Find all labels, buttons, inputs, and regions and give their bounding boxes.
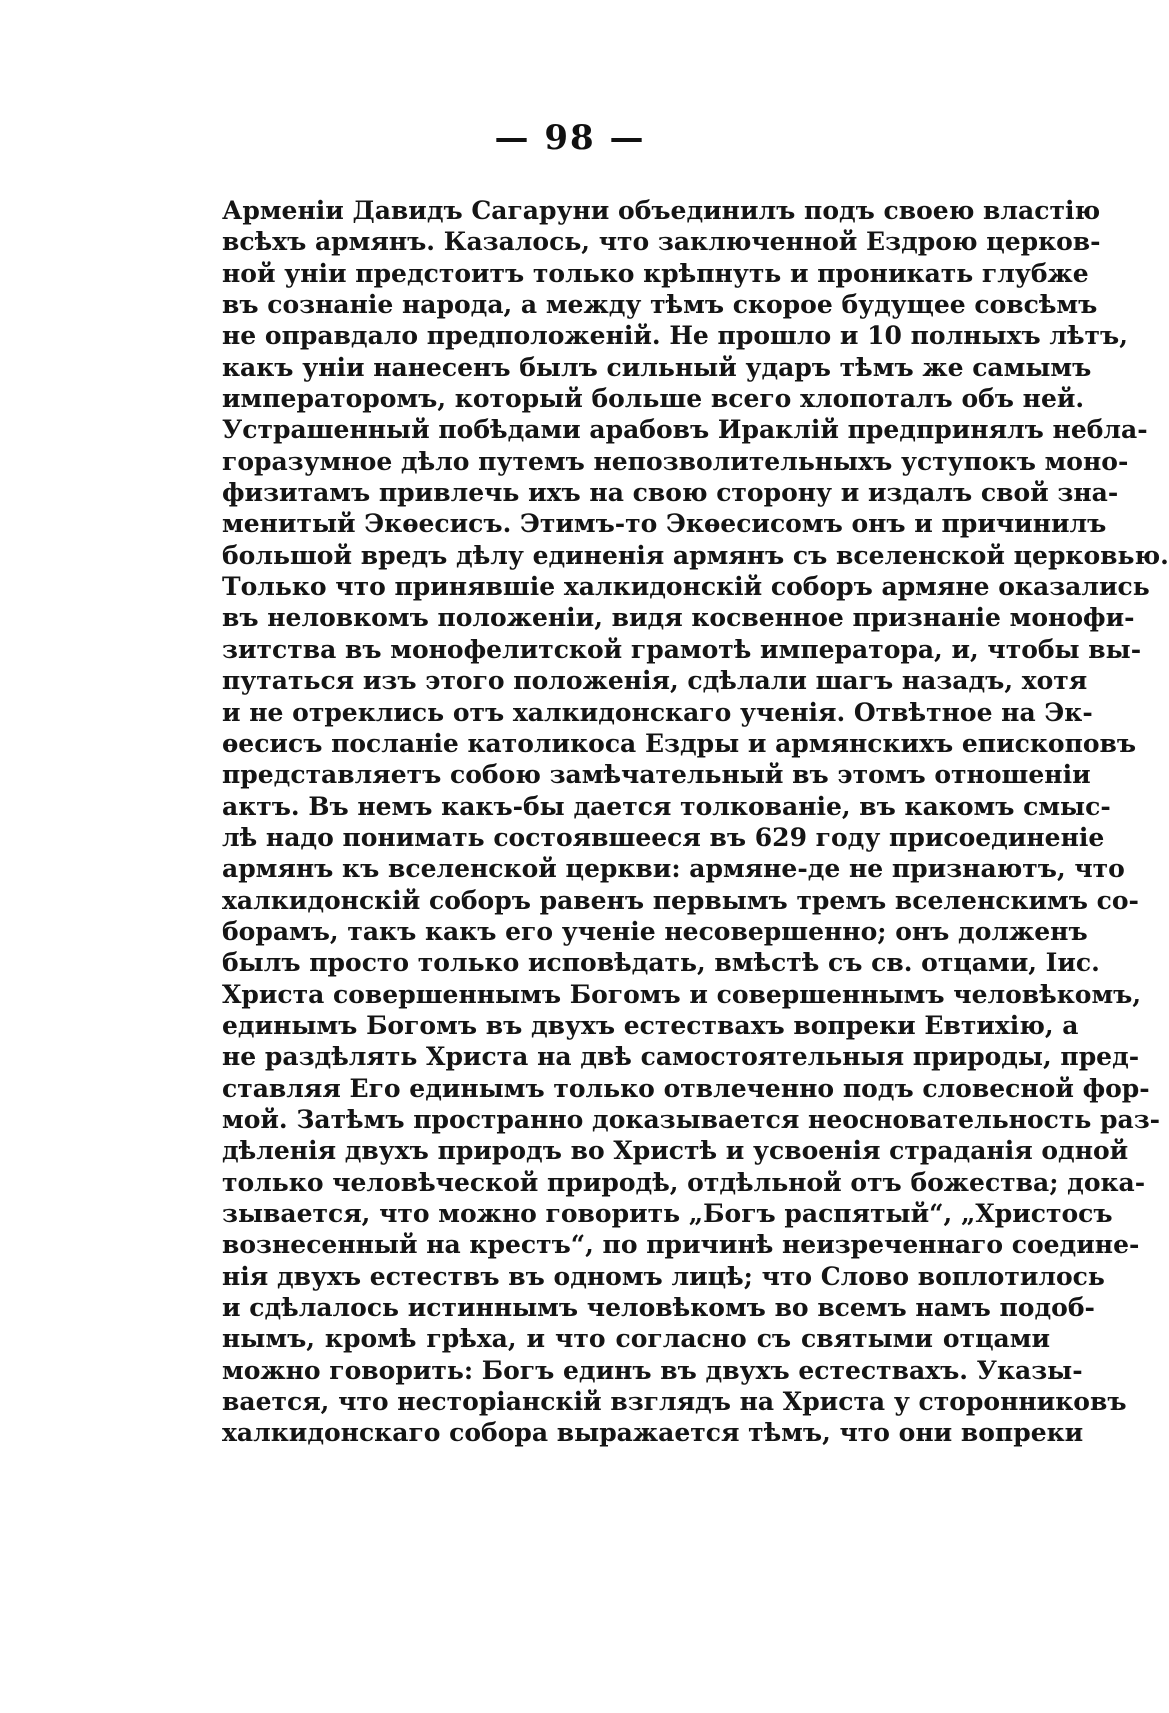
text-line: халкидонскій соборъ равенъ первымъ тремъ вселенскимъ со- bbox=[222, 885, 1139, 915]
text-line: и не отреклись отъ халкидонскаго ученія. Отвѣтное на Эк- bbox=[222, 697, 1093, 727]
text-line: горазумное дѣло путемъ непозволительныхъ уступокъ моно- bbox=[222, 446, 1129, 476]
text-line: вознесенный на крестъ“, по причинѣ неизреченнаго соедине- bbox=[222, 1230, 1140, 1260]
text-line: вается, что несторіанскій взглядъ на Христа у сторонниковъ bbox=[222, 1387, 1127, 1417]
text-line: былъ просто только исповѣдать, вмѣстѣ съ св. отцами, Іис. bbox=[222, 948, 1100, 978]
text-line: императоромъ, который больше всего хлопоталъ объ ней. bbox=[222, 384, 1085, 414]
text-line: и сдѣлалось истиннымъ человѣкомъ во всемъ намъ подоб- bbox=[222, 1293, 1095, 1323]
text-line: менитый Экѳесисъ. Этимъ-то Экѳесисомъ онъ и причинилъ bbox=[222, 509, 1107, 539]
text-line: только человѣческой природѣ, отдѣльной отъ божества; дока- bbox=[222, 1167, 1146, 1197]
text-line: Устрашенный побѣдами арабовъ Ираклій предпринялъ небла- bbox=[222, 415, 1148, 445]
text-line: не раздѣлять Христа на двѣ самостоятельныя природы, пред- bbox=[222, 1042, 1140, 1072]
text-line: Только что принявшіе халкидонскій соборъ армяне оказались bbox=[222, 572, 1150, 602]
text-line: армянъ къ вселенской церкви: армяне-де не признаютъ, что bbox=[222, 854, 1125, 884]
text-line: не оправдало предположеній. Не прошло и 10 полныхъ лѣтъ, bbox=[222, 321, 1128, 351]
text-line: мой. Затѣмъ пространно доказывается неосновательность раз- bbox=[222, 1104, 1161, 1134]
text-line: дѣленія двухъ природъ во Христѣ и усвоенія страданія одной bbox=[222, 1136, 1129, 1166]
text-line: въ сознаніе народа, а между тѣмъ скорое будущее совсѣмъ bbox=[222, 290, 1098, 320]
text-line: какъ уніи нанесенъ былъ сильный ударъ тѣмъ же самымъ bbox=[222, 352, 1092, 382]
page-number: — 98 — bbox=[494, 118, 646, 158]
body-text bbox=[222, 195, 1169, 1449]
text-line: можно говорить: Богъ единъ въ двухъ естествахъ. Указы- bbox=[222, 1355, 1083, 1385]
text-line: ѳесисъ посланіе католикоса Ездры и армянскихъ епископовъ bbox=[222, 728, 1137, 758]
text-line: нымъ, кромѣ грѣха, и что согласно съ святыми отцами bbox=[222, 1324, 1050, 1354]
text-line: единымъ Богомъ въ двухъ естествахъ вопреки Евтихію, а bbox=[222, 1010, 1079, 1040]
text-line: лѣ надо понимать состоявшееся въ 629 году присоединеніе bbox=[222, 822, 1105, 852]
text-line: борамъ, такъ какъ его ученіе несовершенно; онъ долженъ bbox=[222, 916, 1088, 946]
text-line: ставляя Его единымъ только отвлеченно подъ словесной фор- bbox=[222, 1073, 1150, 1103]
text-line: Христа совершеннымъ Богомъ и совершеннымъ человѣкомъ, bbox=[222, 979, 1142, 1009]
text-line: путаться изъ этого положенія, сдѣлали шагъ назадъ, хотя bbox=[222, 666, 1088, 696]
text-line: зывается, что можно говорить „Богъ распятый“, „Христосъ bbox=[222, 1199, 1113, 1228]
text-line: зитства въ монофелитской грамотѣ императора, и, чтобы вы- bbox=[222, 634, 1142, 664]
text-line: Арменіи Давидъ Сагаруни объединилъ подъ своею властію bbox=[222, 196, 1101, 225]
text-line: актъ. Въ немъ какъ-бы дается толкованіе, въ какомъ смыс- bbox=[222, 791, 1111, 821]
text-line: халкидонскаго собора выражается тѣмъ, что они вопреки bbox=[222, 1418, 1084, 1448]
text-line: большой вредъ дѣлу единенія армянъ съ вселенской церковью. bbox=[222, 540, 1169, 570]
text-line: всѣхъ армянъ. Казалось, что заключенной Ездрою церков- bbox=[222, 227, 1101, 257]
text-line: ной уніи предстоитъ только крѣпнуть и проникать глубже bbox=[222, 258, 1089, 288]
text-line: въ неловкомъ положеніи, видя косвенное признаніе монофи- bbox=[222, 603, 1135, 633]
text-line: физитамъ привлечь ихъ на свою сторону и издалъ свой зна- bbox=[222, 478, 1119, 508]
text-line: представляетъ собою замѣчательный въ этомъ отношеніи bbox=[222, 760, 1091, 790]
text-line: нія двухъ естествъ въ одномъ лицѣ; что Слово воплотилось bbox=[222, 1261, 1105, 1291]
